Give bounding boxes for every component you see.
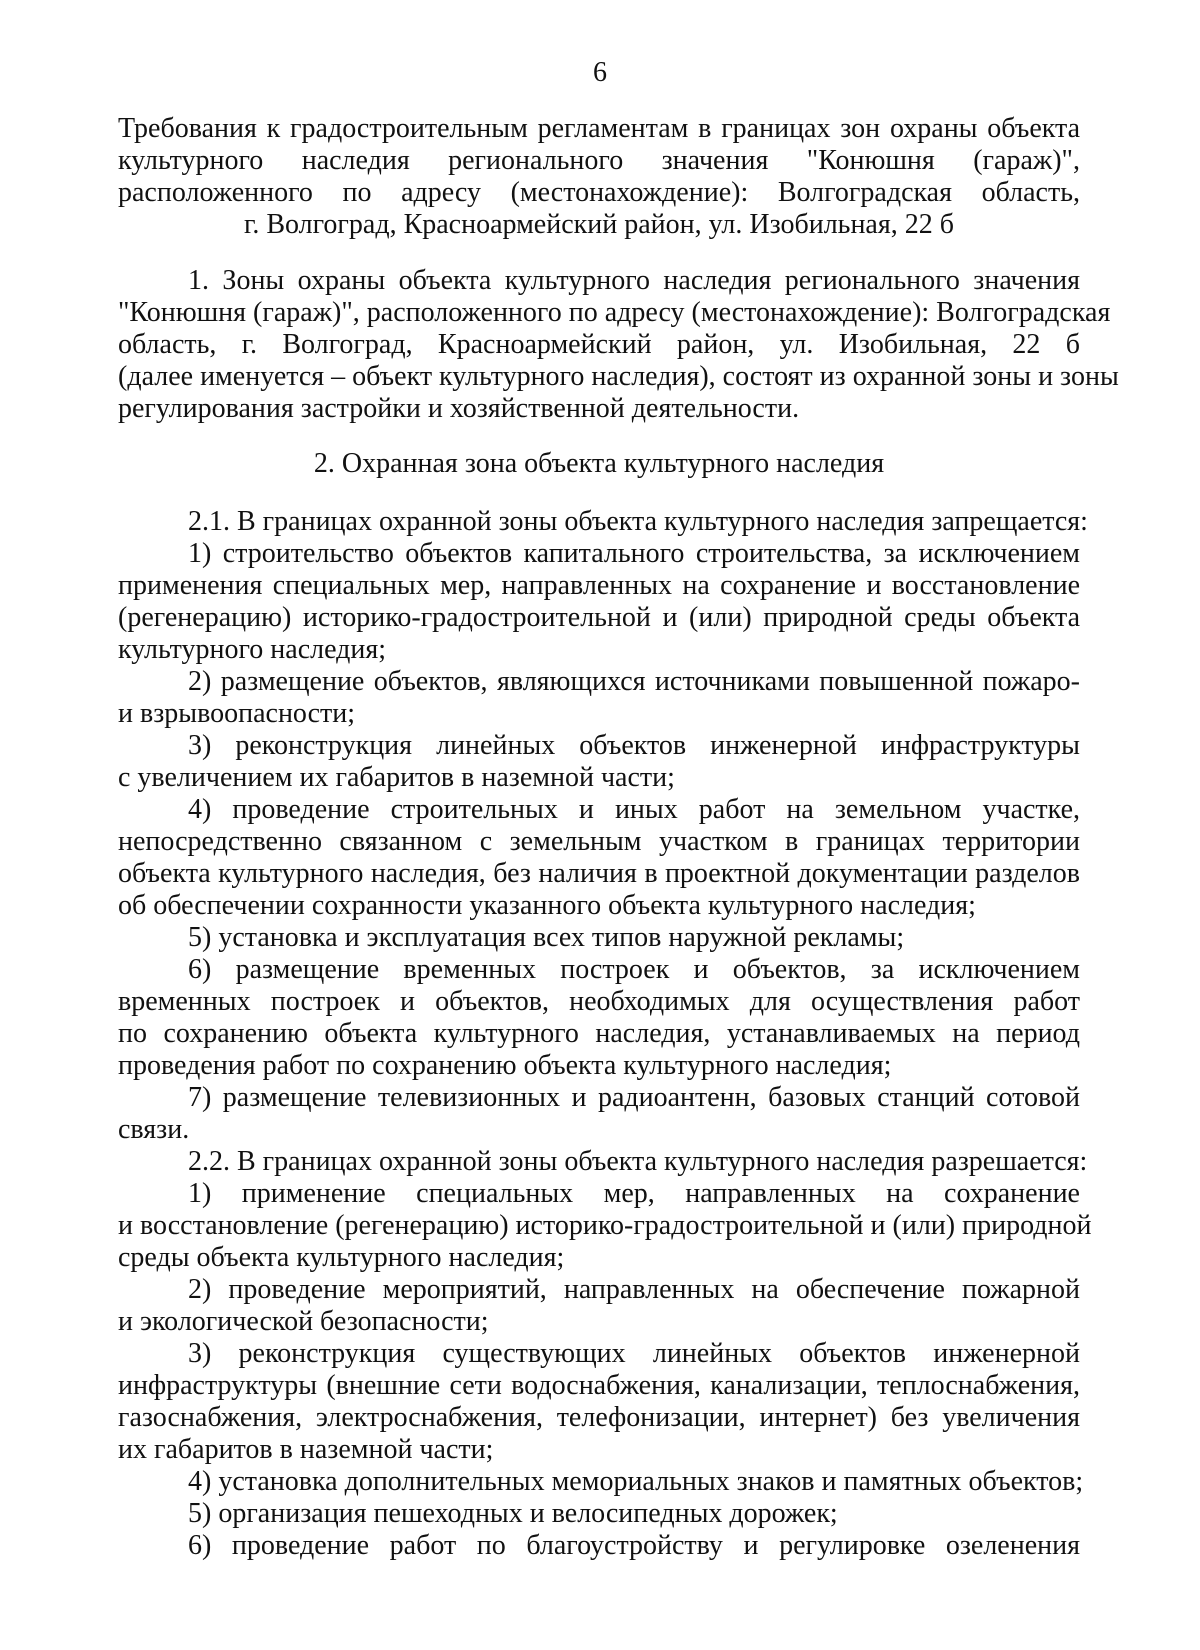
list-item-line: 3) реконструкция линейных объектов инженерной инфраструктуры <box>188 730 1080 761</box>
list-item-line: 6) размещение временных построек и объектов, за исключением <box>188 954 1080 985</box>
list-item-line: и восстановление (регенерацию) историко-градостроительной и (или) природной <box>118 1210 1092 1241</box>
list-item-line: их габаритов в наземной части; <box>118 1434 494 1465</box>
list-item-line: с увеличением их габаритов в наземной части; <box>118 762 675 793</box>
list-item-line: 5) организация пешеходных и велосипедных дорожек; <box>188 1498 838 1529</box>
list-item-line: 2) проведение мероприятий, направленных на обеспечение пожарной <box>188 1274 1080 1305</box>
list-item-line: 1) применение специальных мер, направленных на сохранение <box>188 1178 1080 1209</box>
list-item-line: инфраструктуры (внешние сети водоснабжения, канализации, теплоснабжения, <box>118 1370 1080 1401</box>
paragraph-line: "Конюшня (гараж)", расположенного по адресу (местонахождение): Волгоградская <box>118 297 1111 328</box>
section-2-heading <box>118 448 1080 480</box>
title-line: культурного наследия регионального значения "Конюшня (гараж)", <box>118 145 1080 176</box>
paragraph-1 <box>118 265 1119 425</box>
section-heading-text: 2. Охранная зона объекта культурного наследия <box>313 448 885 479</box>
list-item-line: применения специальных мер, направленных на сохранение и восстановление <box>118 570 1080 601</box>
title-line: г. Волгоград, Красноармейский район, ул. Изобильная, 22 б <box>244 209 954 240</box>
list-item-line: временных построек и объектов, необходимых для осуществления работ <box>118 986 1080 1017</box>
list-item-line: проведения работ по сохранению объекта культурного наследия; <box>118 1050 892 1081</box>
list-item-line: 4) установка дополнительных мемориальных знаков и памятных объектов; <box>188 1466 1084 1497</box>
document-title <box>118 113 1080 241</box>
clause-2-2-intro: 2.2. В границах охранной зоны объекта культурного наследия разрешается: <box>188 1146 1088 1177</box>
list-item-line: 2) размещение объектов, являющихся источниками повышенной пожаро- <box>188 666 1080 697</box>
list-item-line: 1) строительство объектов капитального строительства, за исключением <box>188 538 1080 569</box>
paragraph-line: регулирования застройки и хозяйственной деятельности. <box>118 393 800 424</box>
section-2-body <box>118 506 1092 1562</box>
list-item-line: 3) реконструкция существующих линейных объектов инженерной <box>188 1338 1080 1369</box>
title-line: Требования к градостроительным регламентам в границах зон охраны объекта <box>118 113 1080 144</box>
list-item-line: и взрывоопасности; <box>118 698 356 729</box>
list-item-line: по сохранению объекта культурного наследия, устанавливаемых на период <box>118 1018 1080 1049</box>
list-item-line: объекта культурного наследия, без наличия в проектной документации разделов <box>118 858 1080 889</box>
page-number: 6 <box>593 57 607 88</box>
list-item-line: 5) установка и эксплуатация всех типов наружной рекламы; <box>188 922 905 953</box>
paragraph-line: область, г. Волгоград, Красноармейский район, ул. Изобильная, 22 б <box>118 329 1080 360</box>
list-item-line: газоснабжения, электроснабжения, телефонизации, интернет) без увеличения <box>118 1402 1080 1433</box>
list-item-line: 6) проведение работ по благоустройству и регулировке озеленения <box>188 1530 1080 1561</box>
list-item-line: 4) проведение строительных и иных работ на земельном участке, <box>188 794 1080 825</box>
list-item-line: (регенерацию) историко-градостроительной и (или) природной среды объекта <box>118 602 1080 633</box>
paragraph-line: 1. Зоны охраны объекта культурного наследия регионального значения <box>188 265 1080 296</box>
list-item-line: связи. <box>118 1114 190 1145</box>
list-item-line: об обеспечении сохранности указанного объекта культурного наследия; <box>118 890 976 921</box>
paragraph-line: (далее именуется – объект культурного наследия), состоят из охранной зоны и зоны <box>118 361 1119 392</box>
list-item-line: и экологической безопасности; <box>118 1306 489 1337</box>
list-item-line: непосредственно связанном с земельным участком в границах территории <box>118 826 1080 857</box>
list-item-line: культурного наследия; <box>118 634 387 665</box>
title-line: расположенного по адресу (местонахождение): Волгоградская область, <box>118 177 1080 208</box>
list-item-line: 7) размещение телевизионных и радиоантенн, базовых станций сотовой <box>188 1082 1080 1113</box>
clause-2-1-intro: 2.1. В границах охранной зоны объекта культурного наследия запрещается: <box>188 506 1088 537</box>
list-item-line: среды объекта культурного наследия; <box>118 1242 565 1273</box>
